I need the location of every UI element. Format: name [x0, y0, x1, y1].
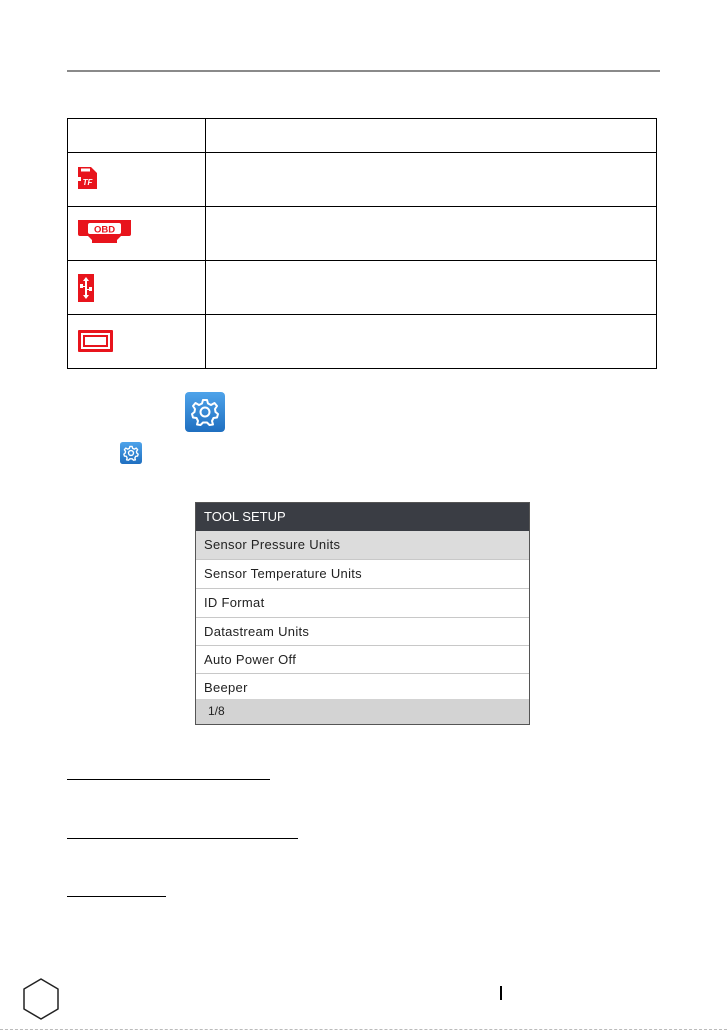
description-cell [206, 153, 657, 207]
obd-icon-label: OBD [93, 224, 116, 236]
screen-title: TOOL SETUP [196, 503, 529, 531]
icon-cell [68, 261, 206, 315]
header-rule [67, 70, 660, 72]
tf-card-icon [77, 166, 98, 190]
table-row [68, 261, 657, 315]
page-marker [500, 986, 502, 1000]
page-indicator: 1/8 [196, 699, 530, 724]
table-header-cell-icon [68, 119, 206, 153]
description-cell [206, 261, 657, 315]
icon-cell [68, 315, 206, 369]
underline-rule [67, 896, 166, 897]
table-header-row [68, 119, 657, 153]
description-cell [206, 315, 657, 369]
icon-cell [68, 153, 206, 207]
menu-item-datastream-units[interactable]: Datastream Units [196, 618, 529, 646]
table-row [68, 315, 657, 369]
menu-item-auto-power-off[interactable]: Auto Power Off [196, 646, 529, 674]
table-row [68, 153, 657, 207]
table-header-cell-description [206, 119, 657, 153]
tool-setup-screen [195, 502, 530, 725]
obd-icon [77, 219, 132, 245]
underline-rule [67, 779, 270, 780]
status-icon-table [67, 118, 657, 369]
settings-gear-icon [185, 392, 225, 432]
menu-item-sensor-temperature-units[interactable]: Sensor Temperature Units [196, 560, 529, 589]
table-row [68, 207, 657, 261]
menu-item-beeper[interactable]: Beeper [196, 674, 529, 702]
settings-gear-icon [120, 442, 142, 464]
battery-icon [77, 329, 114, 353]
description-cell [206, 207, 657, 261]
icon-cell [68, 207, 206, 261]
underline-rule [67, 838, 298, 839]
usb-icon [77, 273, 95, 303]
hexagon-icon [21, 977, 61, 1021]
footer-dashed-rule [0, 1029, 727, 1030]
menu-item-sensor-pressure-units[interactable]: Sensor Pressure Units [196, 531, 529, 560]
tf-icon-label: TF [82, 178, 93, 187]
menu-item-id-format[interactable]: ID Format [196, 589, 529, 618]
